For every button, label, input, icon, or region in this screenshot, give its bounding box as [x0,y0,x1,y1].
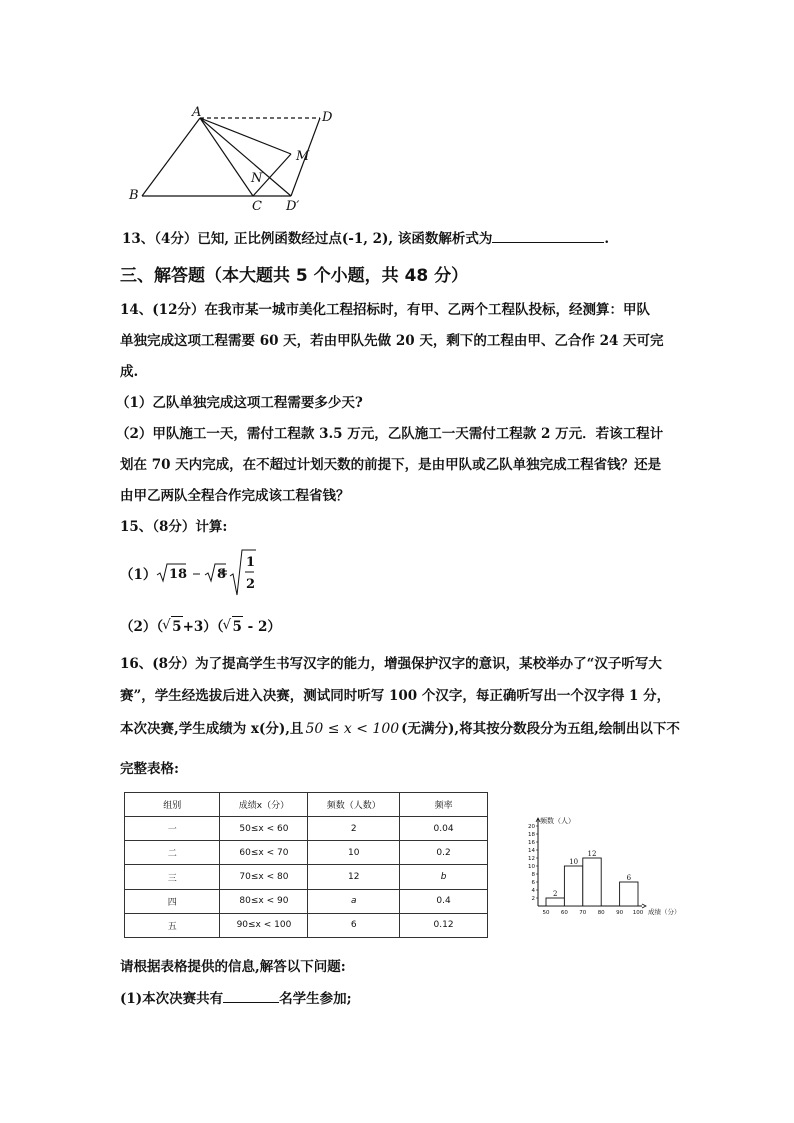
table-cell: 2 [308,817,400,841]
q14-part2-line3: 由甲乙两队全程合作完成该工程省钱？ [120,488,350,504]
q15-p1-expression [156,548,266,598]
table-row [125,889,488,913]
y-tick-label: 2 [531,896,535,902]
q16-line2: 赛”，学生经选拔后进入决赛，测试同时听写 100 个汉字，每正确听写出一个汉字得 1 分， [120,688,671,704]
table-cell: 50≤x < 60 [220,817,308,841]
table-cell: 三 [125,865,220,889]
x-tick-label: 100 [632,910,644,916]
q16-sub1-a: (1)本次决赛共有 [120,991,224,1007]
table-cell: b [400,865,488,889]
table-cell: 10 [308,841,400,865]
table-cell: a [308,889,400,913]
q16-line3-b: (无满分),将其按分数段分为五组,绘制出以下不 [401,721,680,737]
bar-data-label: 2 [552,890,558,898]
table-cell: 0.04 [400,817,488,841]
x-tick-label: 60 [560,910,568,916]
q15-p1-numerator: 1 [246,555,256,570]
q15-part2: （2）（ 5 √ +3）（ 5 √ - 2） [120,617,281,635]
q14-part1: （1）乙队单独完成这项工程需要多少天? [116,395,363,411]
segment-AB [142,118,200,196]
table-header-row [125,793,488,817]
q13-answer-blank[interactable] [492,228,604,243]
y-tick-label: 12 [528,856,535,862]
table-cell: 70≤x < 80 [220,865,308,889]
table-cell: 90≤x < 100 [220,913,308,937]
q16-sub1 [120,988,352,1009]
table-header-cell: 成绩x（分） [220,793,308,817]
bar-data-label: 6 [626,874,632,882]
q15-p2-label: （2）（ [120,619,164,635]
label-D: D [322,110,333,125]
y-tick-label: 8 [531,872,535,878]
y-tick-label: 4 [531,888,535,894]
q13-suffix: , 该函数解析式为 [388,231,493,247]
table-cell: 12 [308,865,400,889]
q15-part1 [120,548,320,598]
y-tick-label: 18 [528,832,535,838]
q16-line4: 完整表格: [120,761,179,777]
table-row [125,841,488,865]
q13-prefix: 13、（4分）已知, 正比例函数经过点 [122,231,342,247]
table-cell: 二 [125,841,220,865]
table-cell: 0.12 [400,913,488,937]
y-tick-label: 14 [528,848,535,854]
table-row [125,865,488,889]
table-header-cell: 组别 [125,793,220,817]
segment-AM [200,118,291,154]
y-tick-label: 6 [531,880,535,886]
q13-end: . [604,231,610,247]
table-cell: 80≤x < 90 [220,889,308,913]
q15-p2-radicand-2: 5 [232,619,242,635]
q14-part2-line1: （2）甲队施工一天，需付工程款 3.5 万元，乙队施工一天需付工程款 2 万元．若该工程计 [116,426,664,442]
y-tick-label: 10 [528,864,535,870]
table-row [125,817,488,841]
table-header-cell: 频率 [400,793,488,817]
y-axis-label: 频数（人） [540,817,575,825]
q15-title: 15、（8分）计算: [120,519,228,535]
table-cell: 6 [308,913,400,937]
x-tick-label: 90 [616,910,624,916]
q13-point: (-1, 2) [341,231,389,247]
table-header-cell: 频数（人数） [308,793,400,817]
table-cell: 一 [125,817,220,841]
y-tick-label: 20 [528,824,535,830]
x-tick-label: 70 [579,910,587,916]
q16-prompt: 请根据表格提供的信息,解答以下问题: [120,959,346,975]
q15-p1-denominator: 2 [246,577,256,592]
q15-p1-label: （1） [120,567,157,583]
x-tick-label: 50 [542,910,550,916]
geometry-figure [120,104,350,216]
y-tick-label: 16 [528,840,535,846]
table-cell: 60≤x < 70 [220,841,308,865]
q16-line3 [120,719,680,739]
histogram-bar [620,882,638,906]
label-C: C [252,199,262,214]
x-tick-label: 80 [597,910,605,916]
q15-p1-radicand-2: 8 [217,567,227,582]
question-13 [122,228,609,249]
table-cell: 四 [125,889,220,913]
bar-data-label: 10 [569,858,579,866]
q16-line3-a: 本次决赛,学生成绩为 x(分),且 [120,721,304,737]
label-M: M [296,149,310,164]
q16-sub1-answer-blank[interactable] [223,988,279,1003]
q14-part2-line2: 划在 70 天内完成，在不超过计划天数的前提下，是由甲队或乙队单独完成工程省钱？还是 [120,457,662,473]
q15-p2-end: - 2） [242,619,281,635]
histogram-bar [546,898,564,906]
histogram-bar [564,866,582,906]
x-axis-label: 成绩（分） [648,908,680,916]
label-N: N [251,171,263,186]
score-table [124,792,488,938]
q16-range-expression: 50 ≤ x < 100 [305,721,400,737]
bar-data-label: 12 [587,850,597,858]
label-B: B [129,188,139,203]
q16-line1: 16、(8分）为了提高学生书写汉字的能力，增强保护汉字的意识，某校举办了“汉子听写大 [120,656,662,672]
q14-line2: 单独完成这项工程需要 60 天，若由甲队先做 20 天，剩下的工程由甲、乙合作 24 天可完 [120,333,664,349]
q15-p2-radicand-1: 5 [172,619,182,635]
x-axis-arrow [642,904,646,908]
q14-line3: 成. [120,364,139,380]
label-D-prime: D′ [286,199,300,214]
q14-line1: 14、(12分）在我市某一城市美化工程招标时，有甲、乙两个工程队投标，经测算：甲队 [120,302,650,318]
q15-p1-radicand-1: 18 [169,567,188,582]
label-A: A [192,105,202,120]
histogram-bar [583,858,601,906]
table-cell: 0.4 [400,889,488,913]
q15-p2-mid: +3）（ [182,619,224,635]
section-3-title: 三、解答题（本大题共 5 个小题，共 48 分） [120,266,469,286]
histogram-chart [520,814,680,922]
q16-sub1-b: 名学生参加; [279,991,352,1007]
table-cell: 0.2 [400,841,488,865]
table-row [125,913,488,937]
table-cell: 五 [125,913,220,937]
